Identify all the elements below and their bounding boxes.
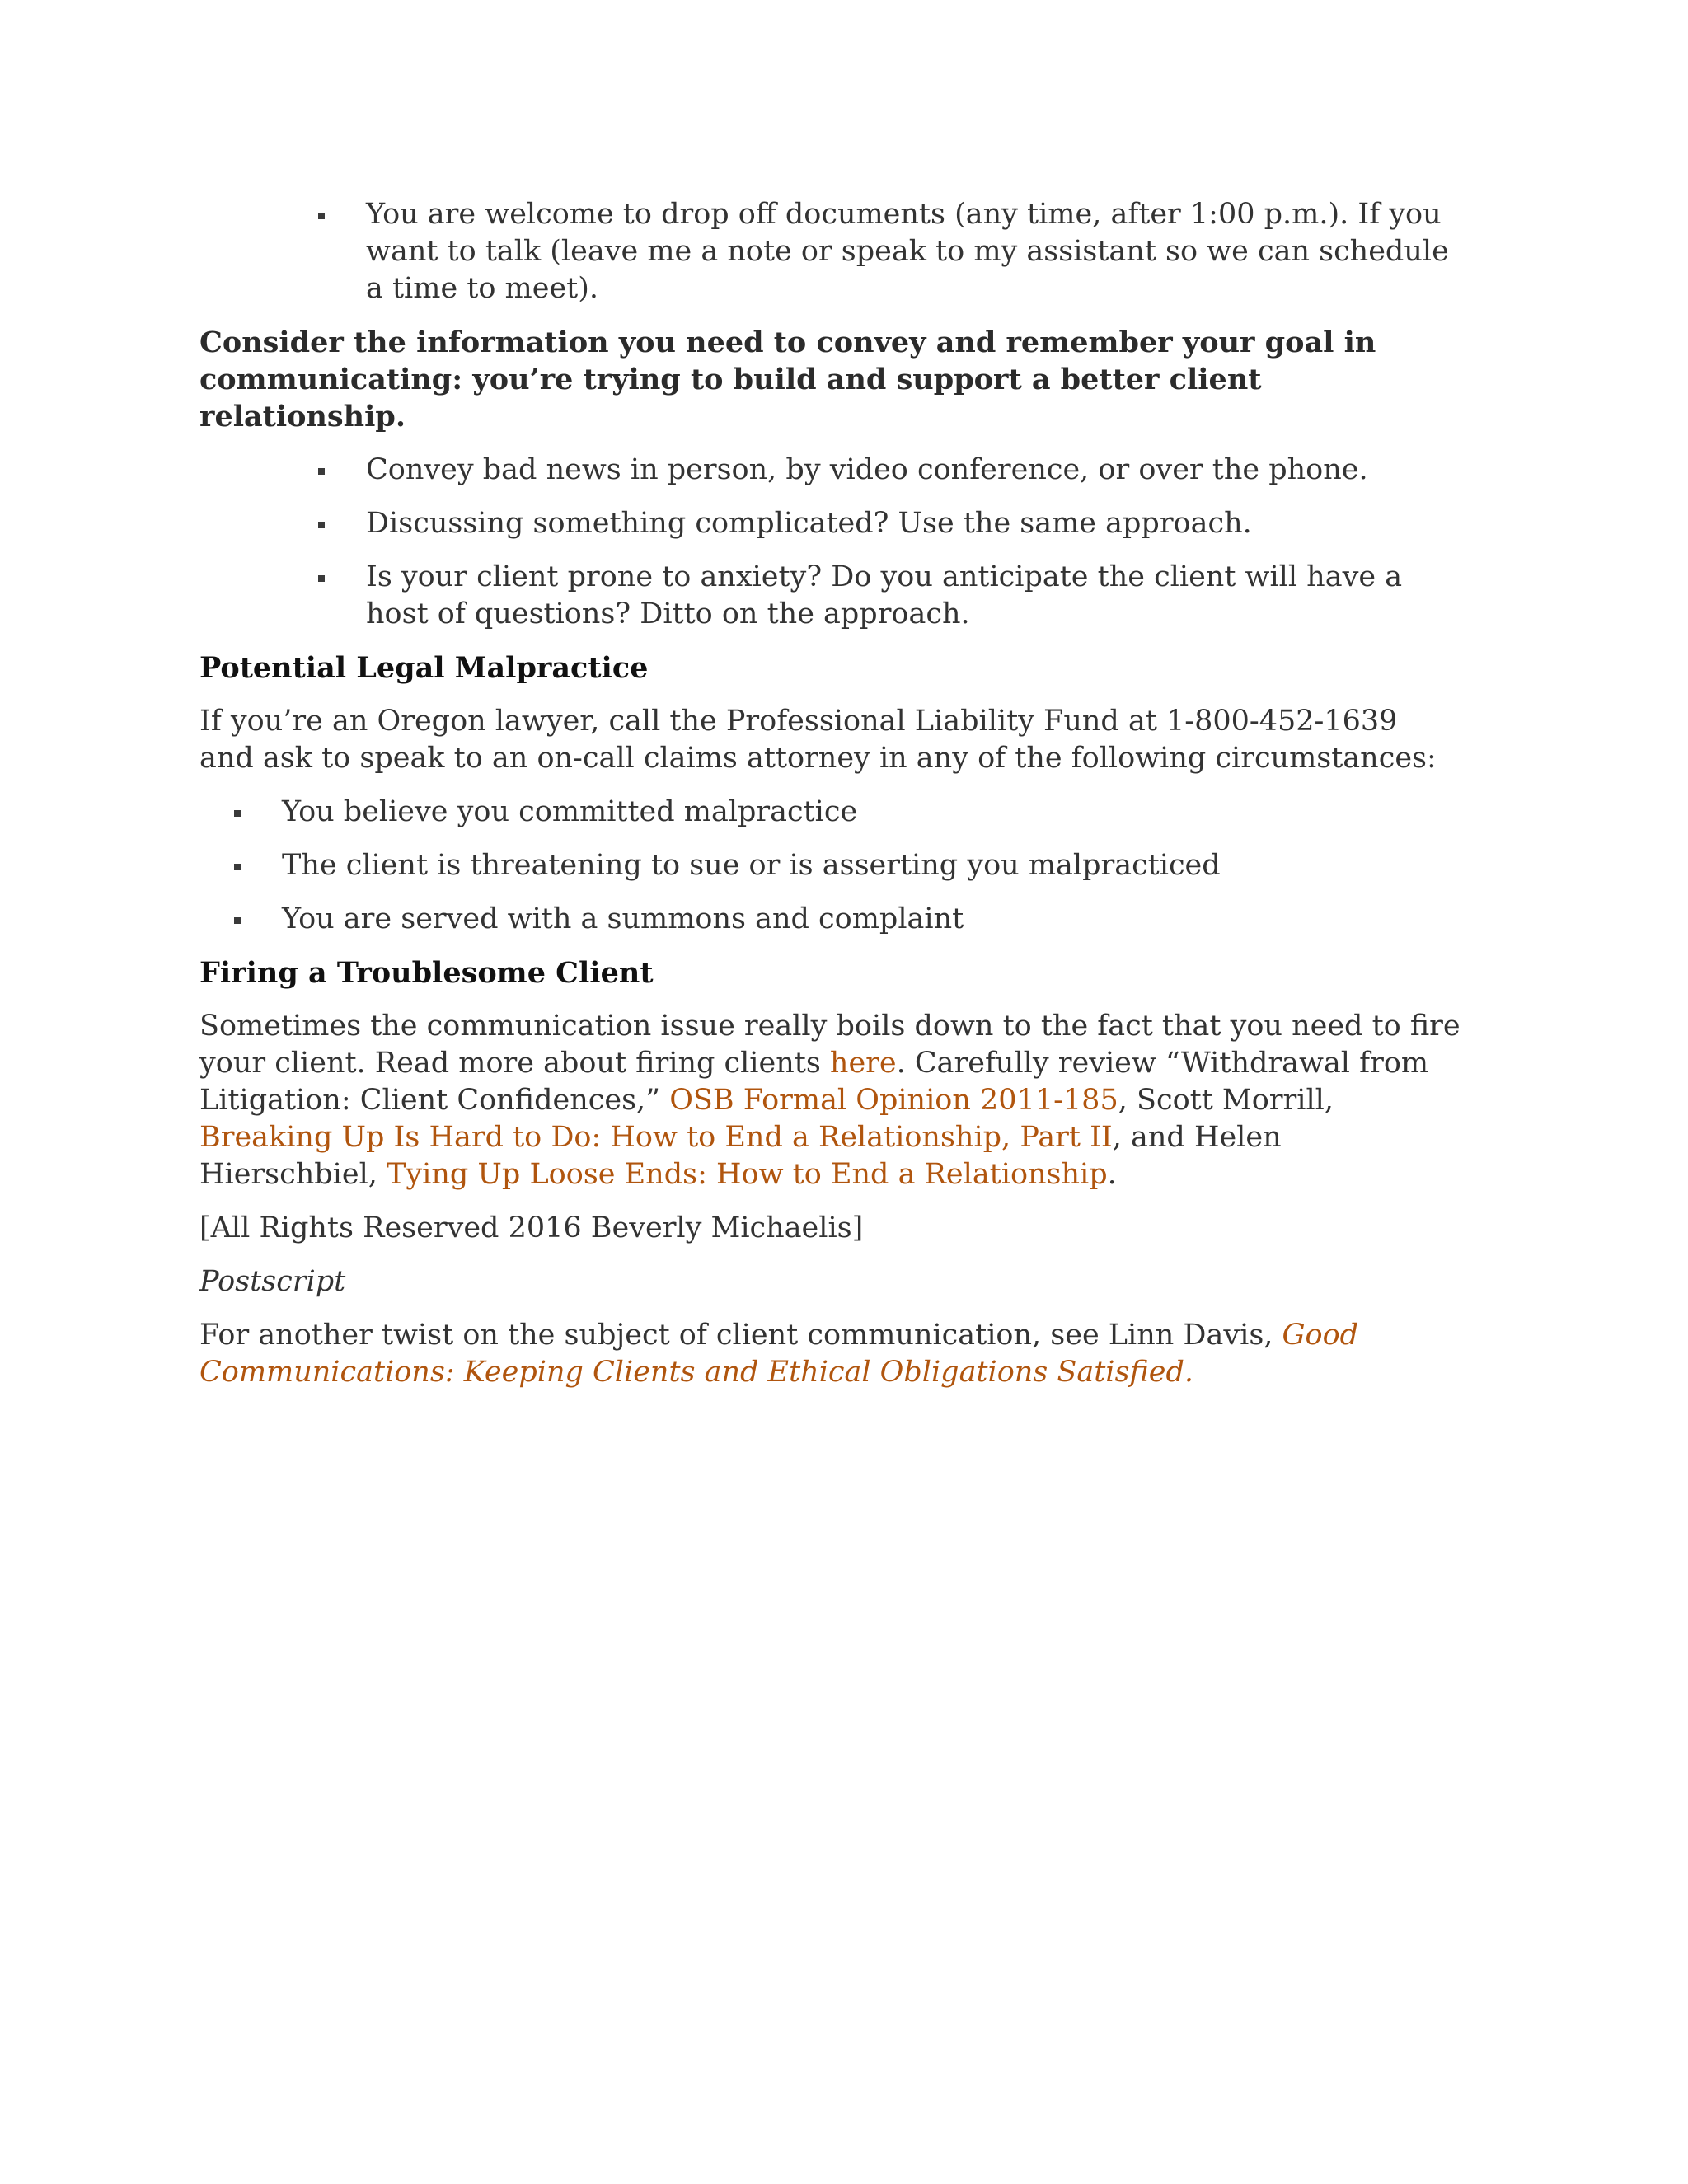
list-item	[199, 794, 1461, 831]
postscript-paragraph	[199, 1317, 1461, 1391]
list-item-text: Convey bad news in person, by video conference, or over the phone.	[366, 453, 1368, 486]
link-here[interactable]: here	[829, 1047, 897, 1080]
firing-text-5: .	[1107, 1158, 1117, 1191]
firing-heading: Firing a Troublesome Client	[199, 956, 654, 990]
list-item-text: The client is threatening to sue or is asserting you malpracticed	[282, 849, 1221, 882]
bullet-marker	[234, 810, 241, 817]
list-item	[199, 847, 1461, 884]
bullet-marker	[318, 468, 325, 475]
list-item-text: You believe you committed malpractice	[282, 795, 858, 828]
link-tying-up[interactable]: Tying Up Loose Ends: How to End a Relationship	[387, 1158, 1108, 1191]
postscript-label: Postscript	[199, 1265, 346, 1298]
firing-paragraph	[199, 1008, 1461, 1193]
bullet-marker	[318, 213, 325, 219]
firing-text-1: Sometimes the communication issue really boils down to the fact that you need to fire your client. Read more about firing clients	[199, 1010, 1461, 1080]
list-item	[199, 196, 1461, 307]
bullet-marker	[318, 522, 325, 528]
link-part-ii[interactable]: Part II	[1020, 1121, 1113, 1154]
list-item-text: Discussing something complicated? Use the same approach.	[366, 507, 1252, 540]
document-body	[199, 196, 1461, 1408]
list-item-text: You are served with a summons and complaint	[282, 902, 964, 935]
consider-heading: Consider the information you need to convey and remember your goal in communicating: you’re trying to build and support a better client relationship.	[199, 326, 1376, 434]
firing-text-4: , and Helen Hierschbiel,	[199, 1121, 1282, 1191]
list-item	[199, 505, 1461, 542]
bullet-marker	[318, 575, 325, 582]
list-item	[199, 559, 1461, 633]
list-item-text: Is your client prone to anxiety? Do you anticipate the client will have a host of questions? Ditto on the approach.	[366, 560, 1403, 630]
postscript-text: For another twist on the subject of client communication, see Linn Davis,	[199, 1319, 1282, 1352]
malpractice-heading: Potential Legal Malpractice	[199, 651, 649, 685]
list-item	[199, 901, 1461, 938]
bullet-marker	[234, 864, 241, 870]
list-item	[199, 452, 1461, 489]
malpractice-intro: If you’re an Oregon lawyer, call the Professional Liability Fund at 1-800-452-1639 and ask to speak to an on-call claims attorney in any of the following circumstances:	[199, 705, 1437, 775]
firing-text-2: . Carefully review “Withdrawal from Litigation: Client Confidences,”	[199, 1047, 1429, 1117]
firing-text-3: , Scott Morrill,	[1118, 1084, 1334, 1117]
bullet-marker	[234, 917, 241, 924]
link-breaking-up[interactable]: Breaking Up Is Hard to Do: How to End a Relationship,	[199, 1121, 1011, 1154]
link-good-communications[interactable]: Good Communications: Keeping Clients and Ethical Obligations Satisfied.	[199, 1319, 1359, 1389]
copyright-notice: [All Rights Reserved 2016 Beverly Michaelis]	[199, 1212, 864, 1244]
list-item-text: You are welcome to drop off documents (any time, after 1:00 p.m.). If you want to talk (leave me a note or speak to my assistant so we can schedule a time to meet).	[366, 198, 1449, 305]
link-osb-opinion[interactable]: OSB Formal Opinion 2011-185	[669, 1084, 1118, 1117]
